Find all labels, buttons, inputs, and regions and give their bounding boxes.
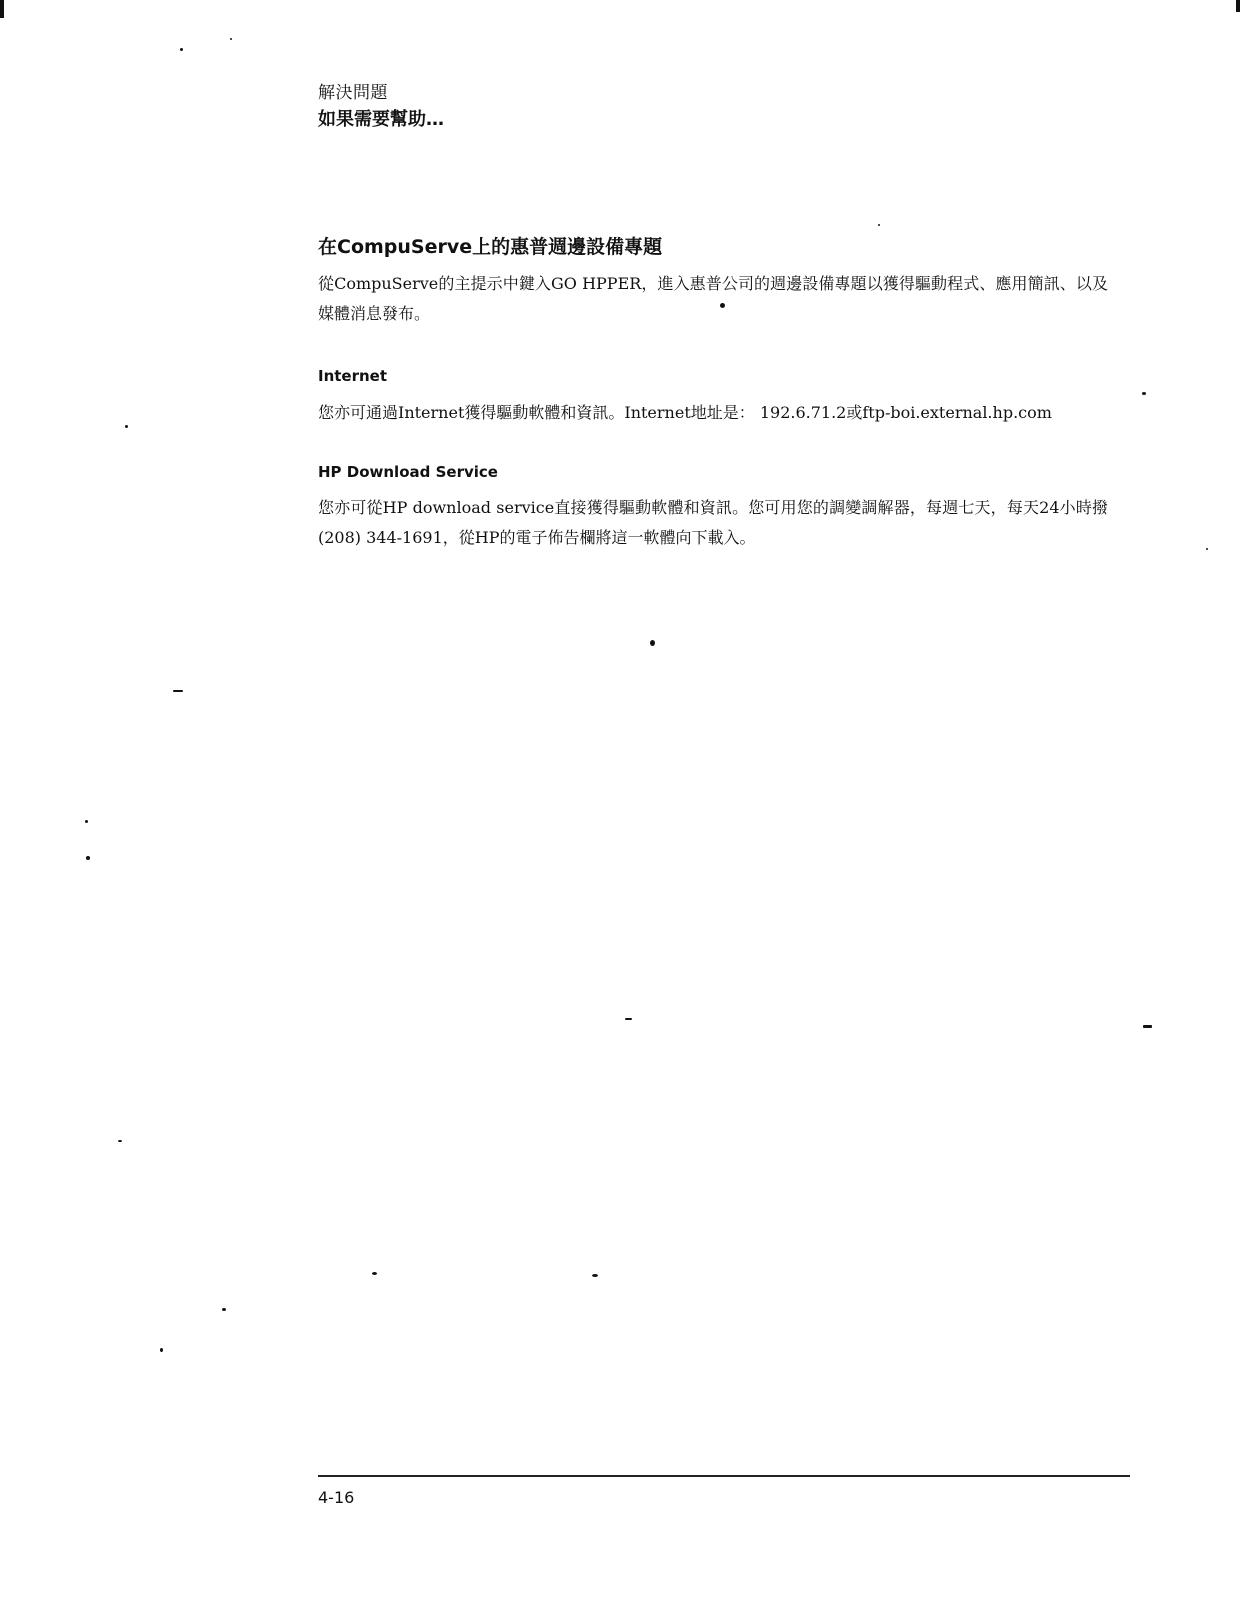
page-number: 4-16 xyxy=(318,1488,355,1507)
scan-speck xyxy=(625,1018,632,1020)
internet-heading: Internet xyxy=(318,367,388,385)
download-section xyxy=(318,463,1108,553)
compuserve-heading: 在CompuServe上的惠普週邊設備專題 xyxy=(318,236,663,258)
scan-speck xyxy=(160,1348,163,1352)
scan-speck xyxy=(125,425,128,428)
scan-speck xyxy=(118,1140,122,1142)
footer-rule xyxy=(318,1475,1130,1477)
scan-speck xyxy=(878,224,880,226)
scan-speck xyxy=(86,856,90,860)
compuserve-body: 從CompuServe的主提示中鍵入GO HPPER，進入惠普公司的週邊設備專題以獲得驅動程式、應用簡訊、以及媒體消息發布。 xyxy=(318,274,1108,323)
scan-edge-mark xyxy=(0,0,4,18)
download-body: 您亦可從HP download service直接獲得驅動軟體和資訊。您可用您的調變調解器，每週七天，每天24小時撥(208) 344-1691，從HP的電子佈告欄將這一軟體向下載入。 xyxy=(318,498,1108,547)
scan-speck xyxy=(1206,548,1208,550)
section-title: 如果需要幫助… xyxy=(318,109,444,130)
scan-speck xyxy=(85,820,88,823)
scan-speck xyxy=(372,1272,377,1275)
compuserve-section xyxy=(318,232,1108,329)
scan-speck xyxy=(720,303,725,308)
scan-speck xyxy=(230,38,232,40)
scan-speck xyxy=(173,690,183,692)
scan-speck xyxy=(1143,1025,1152,1028)
download-heading: HP Download Service xyxy=(318,463,498,481)
scan-edge-mark xyxy=(1236,0,1240,12)
scan-speck xyxy=(650,640,655,646)
scan-speck xyxy=(222,1308,226,1311)
scan-speck xyxy=(180,48,183,51)
internet-section xyxy=(318,367,1108,428)
scan-speck xyxy=(592,1274,598,1277)
internet-body: 您亦可通過Internet獲得驅動軟體和資訊。Internet地址是： 192.6.71.2或ftp-boi.external.hp.com xyxy=(318,403,1052,422)
scan-speck xyxy=(1142,392,1146,395)
chapter-title: 解決問題 xyxy=(318,83,388,103)
